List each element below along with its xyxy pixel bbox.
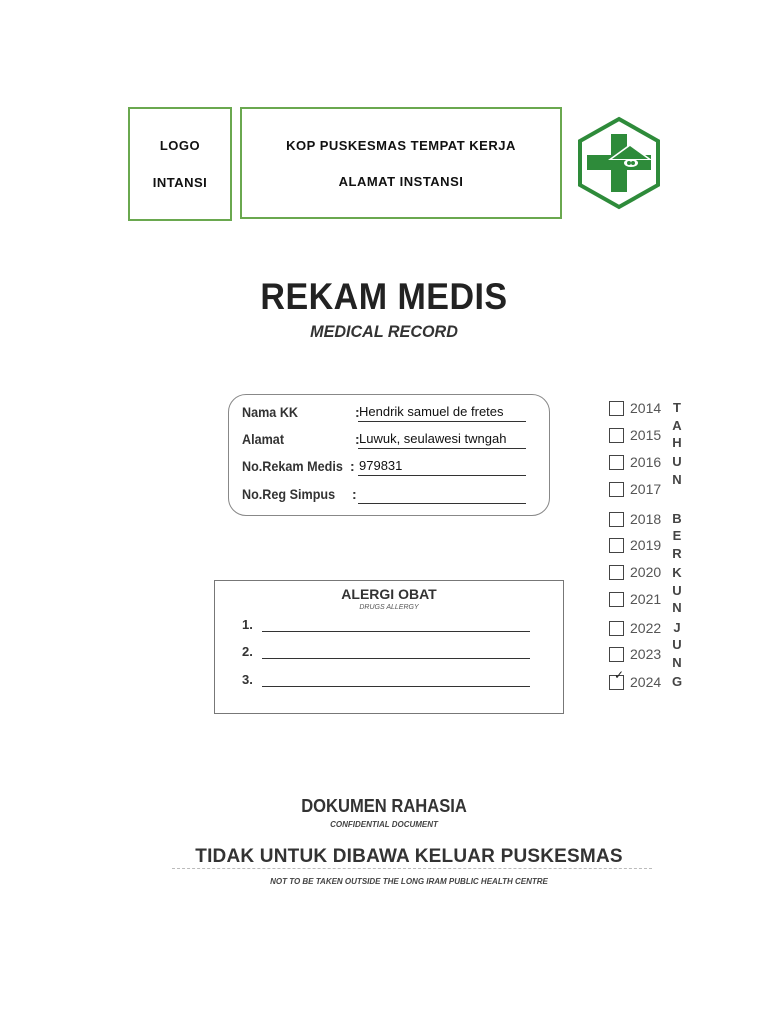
year-checkbox[interactable] (609, 482, 624, 497)
year-label: 2019 (630, 537, 662, 553)
year-label: 2017 (630, 481, 662, 497)
year-checkbox[interactable] (609, 512, 624, 527)
puskesmas-emblem-icon (572, 116, 666, 210)
identity-colon: : (350, 458, 355, 474)
warning-subtitle: NOT TO BE TAKEN OUTSIDE THE LONG IRAM PUBLIC HEALTH CENTRE (270, 877, 548, 886)
year-option-2018[interactable] (609, 509, 661, 529)
identity-label: No.Rekam Medis (242, 458, 343, 474)
identity-underline (358, 448, 526, 449)
identity-label: Alamat (242, 431, 285, 447)
page-subtitle: MEDICAL RECORD (310, 322, 458, 341)
year-label: 2014 (630, 400, 662, 416)
identity-colon: : (355, 431, 360, 447)
year-option-2022[interactable] (609, 618, 661, 638)
year-label: 2022 (630, 620, 662, 636)
vertical-letter: J (673, 620, 681, 635)
vertical-letter: T (673, 400, 681, 415)
logo-placeholder-box (128, 107, 232, 221)
warning-title: TIDAK UNTUK DIBAWA KELUAR PUSKESMAS (195, 846, 623, 867)
year-option-2019[interactable] (609, 535, 661, 555)
vertical-letter: U (672, 637, 682, 652)
identity-label: Nama KK (242, 404, 299, 420)
identity-label: No.Reg Simpus (242, 486, 336, 502)
vertical-letter: B (672, 511, 682, 526)
nama-kk-value[interactable]: Hendrik samuel de fretes (359, 404, 504, 419)
vertical-letter: K (672, 565, 682, 580)
confidential-title: DOKUMEN RAHASIA (301, 796, 467, 816)
identity-underline (358, 503, 526, 504)
logo-line-2: INTANSI (152, 175, 208, 190)
year-option-2015[interactable] (609, 425, 661, 445)
year-checkbox[interactable] (609, 565, 624, 580)
allergy-item-line[interactable] (262, 658, 530, 659)
year-label: 2020 (630, 564, 662, 580)
identity-underline (358, 421, 526, 422)
year-option-2021[interactable] (609, 589, 661, 609)
identity-underline (358, 475, 526, 476)
check-mark-icon: ✓ (614, 667, 625, 682)
year-option-2020[interactable] (609, 562, 661, 582)
vertical-letter: U (672, 583, 682, 598)
vertical-letter: R (672, 546, 682, 561)
year-checkbox[interactable] (609, 647, 624, 662)
year-label: 2016 (630, 454, 662, 470)
allergy-item-number: 2. (242, 644, 253, 659)
year-checkbox[interactable] (609, 538, 624, 553)
year-label: 2021 (630, 591, 662, 607)
year-option-2016[interactable] (609, 452, 661, 472)
letterhead-line-2: ALAMAT INSTANSI (338, 173, 464, 189)
letterhead-line-1: KOP PUSKESMAS TEMPAT KERJA (286, 137, 516, 153)
page-title: REKAM MEDIS (260, 276, 508, 317)
year-label: 2015 (630, 427, 662, 443)
allergy-title: ALERGI OBAT (341, 586, 437, 602)
vertical-letter: N (672, 600, 682, 615)
vertical-letter: N (672, 655, 682, 670)
allergy-item-line[interactable] (262, 631, 530, 632)
vertical-letter: N (672, 472, 682, 487)
vertical-letter: G (671, 674, 683, 689)
alamat-value[interactable]: Luwuk, seulawesi twngah (359, 431, 507, 446)
year-option-2023[interactable] (609, 644, 661, 664)
identity-colon: : (355, 404, 360, 420)
year-checkbox[interactable] (609, 621, 624, 636)
allergy-item-number: 1. (242, 617, 253, 632)
confidential-subtitle: CONFIDENTIAL DOCUMENT (330, 820, 438, 829)
rekam-medis-value[interactable]: 979831 (359, 458, 403, 473)
warning-divider (172, 868, 652, 873)
identity-colon: : (352, 486, 357, 502)
allergy-item-number: 3. (242, 672, 253, 687)
year-label: 2023 (630, 646, 662, 662)
logo-line-1: LOGO (159, 138, 201, 153)
year-option-2024[interactable] (609, 667, 662, 692)
letterhead-box (240, 107, 562, 219)
vertical-letter: H (672, 435, 682, 450)
year-checkbox[interactable] (609, 667, 625, 690)
year-checkbox[interactable] (609, 401, 624, 416)
year-checkbox[interactable] (609, 455, 624, 470)
allergy-item-line[interactable] (262, 686, 530, 687)
year-label: 2024 (630, 674, 662, 690)
year-checkbox[interactable] (609, 592, 624, 607)
vertical-letter: U (672, 454, 682, 469)
year-checkbox[interactable] (609, 428, 624, 443)
vertical-letter: E (672, 528, 682, 543)
vertical-letter: A (672, 418, 682, 433)
year-label: 2018 (630, 511, 662, 527)
year-option-2014[interactable] (609, 398, 661, 418)
year-option-2017[interactable] (609, 479, 661, 499)
allergy-subtitle: DRUGS ALLERGY (359, 604, 419, 611)
